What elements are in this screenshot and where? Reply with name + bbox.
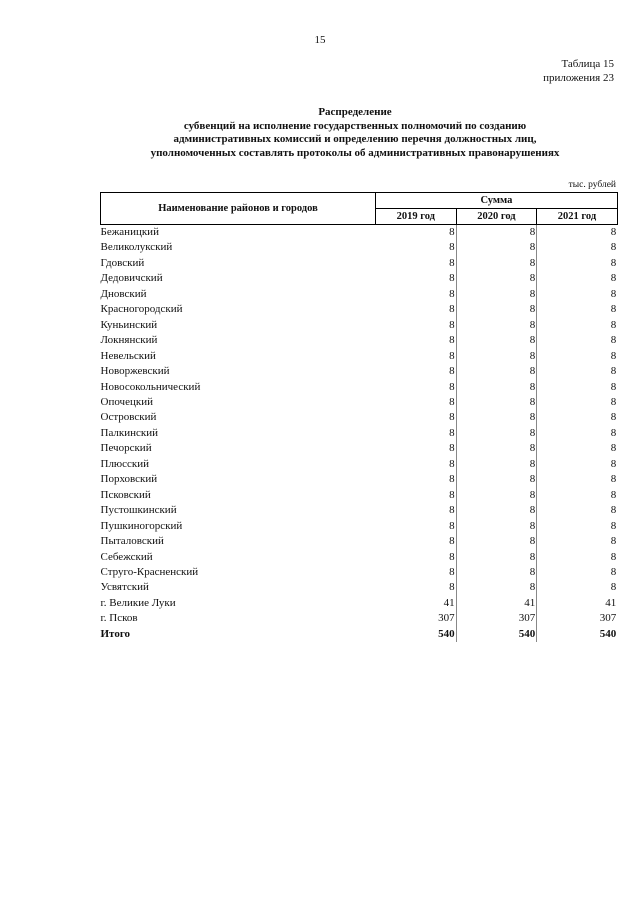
district-name: Локнянский [100, 334, 158, 347]
table-row [101, 287, 618, 302]
table-number: Таблица 15 [561, 58, 614, 70]
value-2021: 8 [537, 488, 618, 503]
value-2021: 8 [537, 519, 618, 534]
value-2019: 8 [449, 550, 455, 563]
table-row [101, 302, 618, 317]
table-row [101, 395, 618, 410]
total-value-2019: 540 [438, 627, 455, 640]
value-2019: 307 [438, 612, 455, 625]
value-2020: 8 [456, 472, 537, 487]
value-2021: 8 [537, 271, 618, 286]
value-2019: 8 [449, 565, 455, 578]
value-2019: 8 [449, 303, 455, 316]
district-name: Новосокольнический [100, 380, 201, 393]
table-row [101, 472, 618, 487]
table-row [101, 457, 618, 472]
value-2021: 8 [537, 580, 618, 595]
district-name: Дновский [100, 287, 147, 300]
value-2019: 8 [449, 226, 455, 238]
value-2019: 8 [449, 380, 455, 393]
table-row [101, 318, 618, 333]
value-2019: 8 [449, 535, 455, 548]
table-row [101, 550, 618, 565]
table-row [101, 441, 618, 456]
value-2019: 8 [449, 457, 455, 470]
value-2019: 8 [449, 473, 455, 486]
value-2020: 8 [456, 457, 537, 472]
value-2020: 8 [456, 287, 537, 302]
district-name: Себежский [100, 550, 153, 563]
value-2019: 8 [449, 395, 455, 408]
value-2021: 8 [537, 534, 618, 549]
value-2021: 8 [537, 565, 618, 580]
value-2021: 8 [537, 503, 618, 518]
value-2020: 41 [456, 596, 537, 611]
heading-line-3: административных комиссий и определению перечня должностных лиц, [173, 133, 537, 145]
district-name: Гдовский [100, 256, 145, 269]
district-name: Невельский [100, 349, 156, 362]
header-year-2021: 2021 год [537, 209, 618, 225]
district-name: Новоржевский [100, 365, 170, 378]
table-row [101, 426, 618, 441]
value-2019: 8 [449, 241, 455, 254]
district-name: Великолукский [100, 241, 173, 254]
value-2020: 8 [456, 349, 537, 364]
table-row [101, 364, 618, 379]
header-sum: Сумма [376, 193, 618, 209]
value-2019: 8 [449, 334, 455, 347]
district-name: г. Псков [100, 612, 138, 625]
district-name: Псковский [100, 488, 151, 501]
value-2019: 8 [449, 581, 455, 594]
value-2021: 8 [537, 364, 618, 379]
table-row [101, 410, 618, 425]
value-2020: 8 [456, 302, 537, 317]
district-name: Опочецкий [100, 395, 153, 408]
value-2020: 8 [456, 565, 537, 580]
district-name: Пушкиногорский [100, 519, 183, 532]
value-2020: 8 [456, 333, 537, 348]
value-2020: 8 [456, 488, 537, 503]
heading-line-2: субвенций на исполнение государственных полномочий по созданию [183, 119, 527, 132]
table-row [101, 519, 618, 534]
total-label: Итого [100, 627, 131, 640]
total-row [101, 627, 618, 642]
table-row [101, 333, 618, 348]
value-2019: 8 [449, 287, 455, 300]
value-2021: 8 [537, 410, 618, 425]
district-name: г. Великие Луки [100, 596, 176, 609]
total-value-2021: 540 [537, 627, 618, 642]
value-2020: 8 [456, 271, 537, 286]
table-row [101, 503, 618, 518]
value-2021: 8 [537, 441, 618, 456]
appendix-number: приложения 23 [543, 72, 614, 84]
value-2019: 8 [449, 488, 455, 501]
district-name: Куньинский [100, 318, 158, 331]
header-name-column: Наименование районов и городов [101, 193, 376, 225]
table-row [101, 611, 618, 626]
value-2020: 8 [456, 364, 537, 379]
value-2020: 8 [456, 534, 537, 549]
value-2021: 8 [537, 333, 618, 348]
value-2019: 8 [449, 256, 455, 269]
table-row [101, 580, 618, 595]
district-name: Бежаницкий [100, 226, 159, 238]
table-reference [543, 57, 614, 85]
units-label: тыс. рублей [568, 180, 616, 190]
value-2020: 8 [456, 580, 537, 595]
table-row [101, 225, 618, 241]
value-2019: 8 [449, 272, 455, 285]
document-heading [90, 106, 620, 160]
district-name: Усвятский [100, 581, 149, 594]
heading-line-1: Распределение [318, 106, 392, 118]
value-2020: 8 [456, 225, 537, 241]
table-row [101, 349, 618, 364]
district-name: Палкинский [100, 426, 159, 439]
value-2019: 8 [449, 349, 455, 362]
value-2019: 8 [449, 318, 455, 331]
value-2020: 8 [456, 395, 537, 410]
table-row [101, 565, 618, 580]
header-year-2019: 2019 год [376, 209, 457, 225]
table-row [101, 488, 618, 503]
value-2020: 8 [456, 410, 537, 425]
value-2019: 8 [449, 519, 455, 532]
table-row [101, 256, 618, 271]
value-2021: 8 [537, 472, 618, 487]
value-2021: 8 [537, 550, 618, 565]
district-name: Дедовичский [100, 272, 163, 285]
value-2021: 41 [537, 596, 618, 611]
value-2020: 8 [456, 503, 537, 518]
table-row [101, 534, 618, 549]
value-2019: 8 [449, 442, 455, 455]
district-name: Красногородский [100, 303, 183, 316]
table-row [101, 271, 618, 286]
value-2020: 8 [456, 318, 537, 333]
value-2019: 8 [449, 504, 455, 517]
table-row [101, 380, 618, 395]
value-2020: 8 [456, 550, 537, 565]
value-2021: 8 [537, 349, 618, 364]
district-name: Порховский [100, 473, 158, 486]
value-2021: 8 [537, 225, 618, 241]
value-2021: 8 [537, 287, 618, 302]
header-year-2020: 2020 год [456, 209, 537, 225]
value-2020: 8 [456, 519, 537, 534]
value-2020: 8 [456, 240, 537, 255]
value-2020: 8 [456, 426, 537, 441]
heading-line-4: уполномоченных составлять протоколы об административных правонарушениях [150, 146, 560, 159]
table-row [101, 240, 618, 255]
value-2021: 8 [537, 318, 618, 333]
district-name: Печорский [100, 442, 152, 455]
value-2019: 8 [449, 411, 455, 424]
value-2021: 8 [537, 426, 618, 441]
value-2021: 8 [537, 380, 618, 395]
value-2020: 8 [456, 441, 537, 456]
value-2021: 8 [537, 395, 618, 410]
subventions-table [100, 192, 618, 642]
value-2020: 8 [456, 380, 537, 395]
value-2020: 8 [456, 256, 537, 271]
district-name: Пустошкинский [100, 504, 177, 517]
district-name: Плюсский [100, 457, 150, 470]
total-value-2020: 540 [456, 627, 537, 642]
page-number: 15 [314, 34, 326, 46]
district-name: Пыталовский [100, 535, 164, 548]
district-name: Островский [100, 411, 157, 424]
value-2020: 307 [456, 611, 537, 626]
value-2019: 41 [443, 596, 455, 609]
district-name: Струго-Красненский [100, 565, 199, 578]
table-row [101, 596, 618, 611]
value-2021: 8 [537, 457, 618, 472]
value-2021: 8 [537, 302, 618, 317]
table-body [101, 225, 618, 643]
value-2019: 8 [449, 365, 455, 378]
value-2019: 8 [449, 426, 455, 439]
value-2021: 8 [537, 256, 618, 271]
value-2021: 8 [537, 240, 618, 255]
value-2021: 307 [537, 611, 618, 626]
